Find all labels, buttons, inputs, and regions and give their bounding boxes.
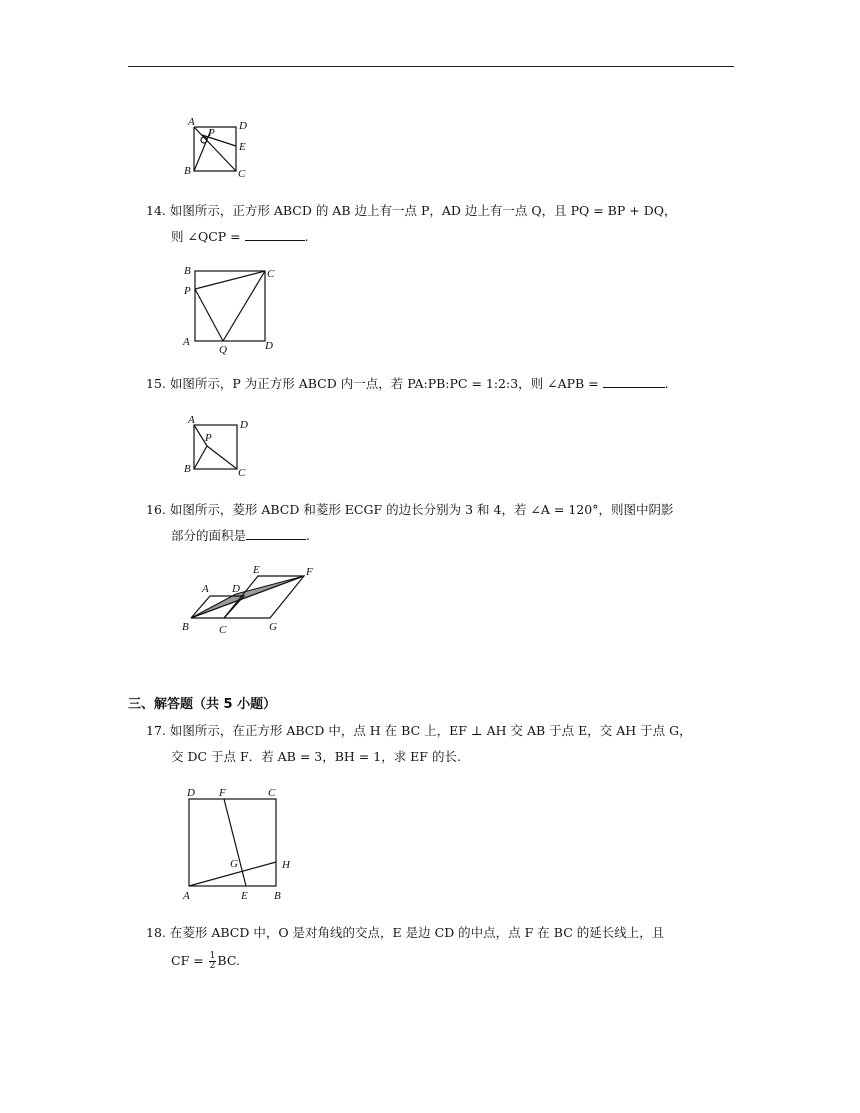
fraction-one-half [209,952,217,971]
fraction-numerator: 1 [209,951,216,961]
q17-line1: 17. 如图所示，在正方形 ABCD 中，点 H 在 BC 上，EF ⊥ AH 交 AB 于点 E，交 AH 于点 G， [146,723,692,738]
q14-line2-text: 则 ∠QCP = [171,229,245,244]
fig15-label-d: D [240,419,248,431]
fig17-label-c: C [268,787,276,799]
q14-line1: 14. 如图所示，正方形 ABCD 的 AB 边上有一点 P，AD 边上有一点 Q，且 PQ = BP + DQ， [146,203,677,218]
q14-line2 [171,227,309,247]
fig13-label-c: C [238,168,246,180]
figure-q15 [180,413,260,479]
q14-line2-end: . [304,229,309,244]
fig16-label-e: E [253,564,260,576]
fig13-label-b: B [184,165,191,177]
q16-line2-end: . [306,528,310,543]
figure-q14 [178,262,288,358]
fig13-label-d: D [239,120,247,132]
fig16-label-b: B [182,621,189,633]
fig17-label-a: A [183,890,190,902]
section-heading: 三、解答题（共 5 小题） [128,697,277,712]
figure-q13 [180,115,260,181]
fig17-label-d: D [187,787,195,799]
fig16-label-a: A [202,583,209,595]
fig13-label-p: P [208,127,215,139]
fraction-denominator: 2 [209,961,216,971]
header-rule [128,66,734,67]
q16-line2 [171,526,310,546]
fig16-label-f: F [306,566,313,578]
fig16-label-g: G [269,621,277,633]
q16-line2-text: 部分的面积是 [171,528,247,543]
fig14-label-q: Q [219,344,227,356]
figure-q16 [176,560,326,638]
q17-line2: 交 DC 于点 F．若 AB = 3，BH = 1，求 EF 的长. [171,749,461,764]
fig16-label-c: C [219,624,227,636]
fig17-label-f: F [219,787,226,799]
fig14-label-c: C [267,268,275,280]
figure-q17 [178,782,298,906]
fig13-label-a: A [188,116,195,128]
fig17-label-g: G [230,858,238,870]
q18-line2 [171,951,240,971]
q15-line1-end: . [664,376,669,391]
fig15-label-b: B [184,463,191,475]
fig14-label-b: B [184,265,191,277]
answer-blank-q15[interactable] [603,375,665,388]
q18-line2-end: BC. [217,953,240,968]
q15-line1-text: 15. 如图所示，P 为正方形 ABCD 内一点，若 PA:PB:PC = 1:2:3，则 ∠APB = [146,376,603,391]
fig17-label-h: H [282,859,290,871]
answer-blank-q16[interactable] [246,527,306,540]
answer-blank-q14[interactable] [245,228,305,241]
fig15-label-a: A [188,414,195,426]
fig13-label-e: E [239,141,246,153]
fig15-label-c: C [238,467,246,479]
q18-line2-text: CF = [171,953,208,968]
fig17-label-e: E [241,890,248,902]
fig14-label-a: A [183,336,190,348]
q18-line1: 18. 在菱形 ABCD 中，O 是对角线的交点，E 是边 CD 的中点，点 F 在 BC 的延长线上，且 [146,925,665,940]
fig16-label-d: D [232,583,240,595]
fig17-label-b: B [274,890,281,902]
q15-line1 [146,374,669,394]
fig14-label-p: P [184,285,191,297]
q16-line1: 16. 如图所示，菱形 ABCD 和菱形 ECGF 的边长分别为 3 和 4，若 ∠A = 120°，则图中阴影 [146,502,674,517]
fig15-label-p: P [205,432,212,444]
fig14-label-d: D [265,340,273,352]
